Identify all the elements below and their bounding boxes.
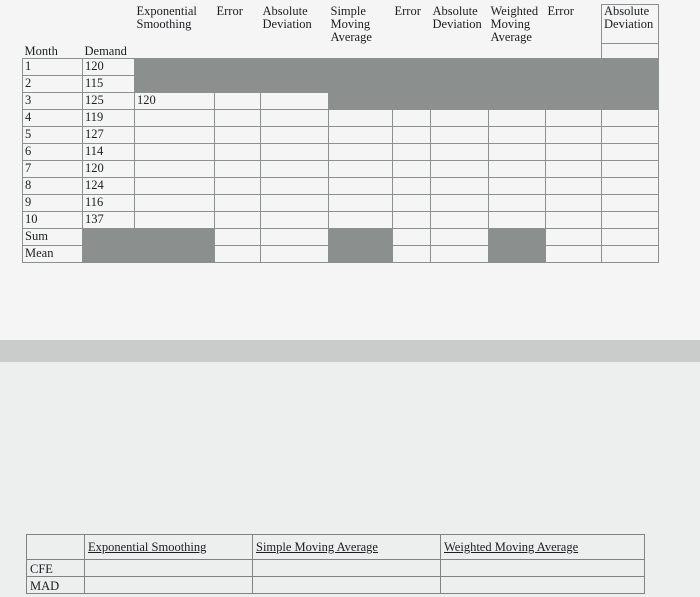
error-cell [215,178,261,195]
page-divider-band [0,340,700,362]
summary-header-row [27,535,645,560]
shaded-cell [546,93,602,110]
mean-absdev-cell [431,246,489,263]
summary-row-mad [27,577,645,594]
error-cell [215,195,261,212]
demand-cell: 116 [83,195,135,212]
table-row [23,59,659,76]
shaded-cell [215,76,261,93]
cfe-sma-cell [253,560,441,577]
header-month: Month [23,44,83,59]
shaded-cell [546,76,602,93]
shaded-cell [83,246,135,263]
month-cell: 2 [23,76,83,93]
absdev-cell [602,144,659,161]
absdev-cell [261,178,329,195]
summary-header-sma: Simple Moving Average [253,535,441,560]
shaded-cell [489,246,546,263]
header-exp-smoothing: Exponential Smoothing [136,4,197,31]
error-cell [546,110,602,127]
es-cell: 120 [135,93,215,110]
demand-cell: 120 [83,161,135,178]
month-cell: 8 [23,178,83,195]
absdev-cell [431,127,489,144]
month-cell: 3 [23,93,83,110]
shaded-cell [135,229,215,246]
es-cell [135,127,215,144]
sum-absdev-cell [261,229,329,246]
absdev-cell [261,161,329,178]
sum-absdev-cell [602,229,659,246]
month-cell: 1 [23,59,83,76]
es-cell [135,144,215,161]
mad-label: MAD [27,577,85,594]
shaded-cell [546,59,602,76]
error-cell [393,195,431,212]
shaded-cell [602,76,659,93]
shaded-cell [431,93,489,110]
blank-header [393,44,431,59]
header-abs-dev-2: Absolute Deviation [432,4,482,31]
forecast-table [22,4,659,263]
mean-label: Mean [23,246,83,263]
demand-cell: 115 [83,76,135,93]
sma-cell [329,127,393,144]
header-row-1 [23,5,659,44]
wma-cell [489,127,546,144]
error-cell [393,161,431,178]
mean-error-cell [546,246,602,263]
shaded-cell [431,59,489,76]
error-cell [393,127,431,144]
shaded-cell [329,93,393,110]
demand-cell: 120 [83,59,135,76]
shaded-cell [393,76,431,93]
header-error-3: Error [547,4,574,18]
mad-es-cell [85,577,253,594]
error-cell [546,144,602,161]
sma-cell [329,212,393,229]
shaded-cell [431,76,489,93]
absdev-cell [431,195,489,212]
blank-header [489,44,546,59]
shaded-cell [215,59,261,76]
error-cell [546,127,602,144]
error-cell [215,212,261,229]
cfe-label: CFE [27,560,85,577]
table-row [23,195,659,212]
summary-table [26,534,645,594]
sma-cell [329,161,393,178]
demand-cell: 127 [83,127,135,144]
header-error-1: Error [216,4,243,18]
sma-cell [329,110,393,127]
demand-cell: 119 [83,110,135,127]
absdev-cell [261,110,329,127]
shaded-cell [135,59,215,76]
month-cell: 6 [23,144,83,161]
absdev-cell [261,144,329,161]
sma-cell [329,144,393,161]
shaded-cell [393,93,431,110]
absdev-cell [602,110,659,127]
error-cell [546,161,602,178]
sum-error-cell [215,229,261,246]
month-cell: 5 [23,127,83,144]
shaded-cell [261,59,329,76]
cfe-wma-cell [441,560,645,577]
absdev-cell [431,110,489,127]
table-row [23,178,659,195]
error-cell [215,161,261,178]
blank-header [261,44,329,59]
month-cell: 4 [23,110,83,127]
error-cell [393,144,431,161]
demand-cell: 114 [83,144,135,161]
header-demand: Demand [83,44,135,59]
shaded-cell [135,76,215,93]
header-sma: Simple Moving Average [330,4,372,44]
error-cell [393,178,431,195]
mad-sma-cell [253,577,441,594]
blank-header [83,5,135,44]
month-cell: 9 [23,195,83,212]
header-abs-dev-1: Absolute Deviation [262,4,312,31]
absdev-cell [261,127,329,144]
shaded-cell [489,59,546,76]
mad-wma-cell [441,577,645,594]
sum-error-cell [393,229,431,246]
table-row [23,127,659,144]
wma-cell [489,144,546,161]
absdev-cell [602,127,659,144]
shaded-cell [489,76,546,93]
table-row [23,76,659,93]
table-row [23,161,659,178]
mean-error-cell [215,246,261,263]
demand-cell: 124 [83,178,135,195]
sma-cell [329,178,393,195]
error-cell [215,144,261,161]
header-row-2 [23,44,659,59]
error-cell [546,212,602,229]
month-cell: 7 [23,161,83,178]
shaded-cell [602,93,659,110]
error-cell [215,110,261,127]
shaded-cell [261,76,329,93]
sum-label: Sum [23,229,83,246]
es-cell [135,178,215,195]
blank-header [431,44,489,59]
absdev-cell [261,212,329,229]
error-cell [393,110,431,127]
absdev-cell [602,178,659,195]
shaded-cell [83,229,135,246]
sum-error-cell [546,229,602,246]
absdev-cell [261,93,329,110]
table-row [23,110,659,127]
mean-absdev-cell [261,246,329,263]
blank-header [546,44,602,59]
table-row [23,144,659,161]
absdev-cell [431,144,489,161]
header-abs-dev-3: Absolute Deviation [602,5,659,44]
wma-cell [489,195,546,212]
shaded-cell [329,229,393,246]
demand-cell: 125 [83,93,135,110]
absdev-cell [602,195,659,212]
shaded-cell [135,246,215,263]
error-cell [546,178,602,195]
month-cell: 10 [23,212,83,229]
summary-header-wma: Weighted Moving Average [441,535,645,560]
absdev-cell [602,212,659,229]
table-row [23,212,659,229]
absdev-cell [431,161,489,178]
error-cell [215,93,261,110]
header-error-2: Error [394,4,421,18]
error-cell [393,212,431,229]
shaded-cell [393,59,431,76]
es-cell [135,195,215,212]
shaded-cell [329,246,393,263]
blank-header [329,44,393,59]
es-cell [135,161,215,178]
blank-header [215,44,261,59]
error-cell [546,195,602,212]
shaded-cell [602,59,659,76]
shaded-cell [489,229,546,246]
absdev-cell [431,212,489,229]
shaded-cell [489,93,546,110]
shaded-cell [329,59,393,76]
table-row [23,93,659,110]
sum-row [23,229,659,246]
summary-header-exp-smoothing: Exponential Smoothing [85,535,253,560]
mean-error-cell [393,246,431,263]
absdev-cell [261,195,329,212]
error-cell [215,127,261,144]
header-wma: Weighted Moving Average [490,4,539,44]
absdev-cell [602,161,659,178]
wma-cell [489,161,546,178]
wma-cell [489,110,546,127]
blank-header [27,535,85,560]
cfe-es-cell [85,560,253,577]
shaded-cell [329,76,393,93]
mean-row [23,246,659,263]
wma-cell [489,178,546,195]
sma-cell [329,195,393,212]
wma-cell [489,212,546,229]
blank-header [23,5,83,44]
summary-row-cfe [27,560,645,577]
blank-header [602,44,659,59]
absdev-cell [431,178,489,195]
mean-absdev-cell [602,246,659,263]
es-cell [135,110,215,127]
blank-header [135,44,215,59]
es-cell [135,212,215,229]
sum-absdev-cell [431,229,489,246]
demand-cell: 137 [83,212,135,229]
